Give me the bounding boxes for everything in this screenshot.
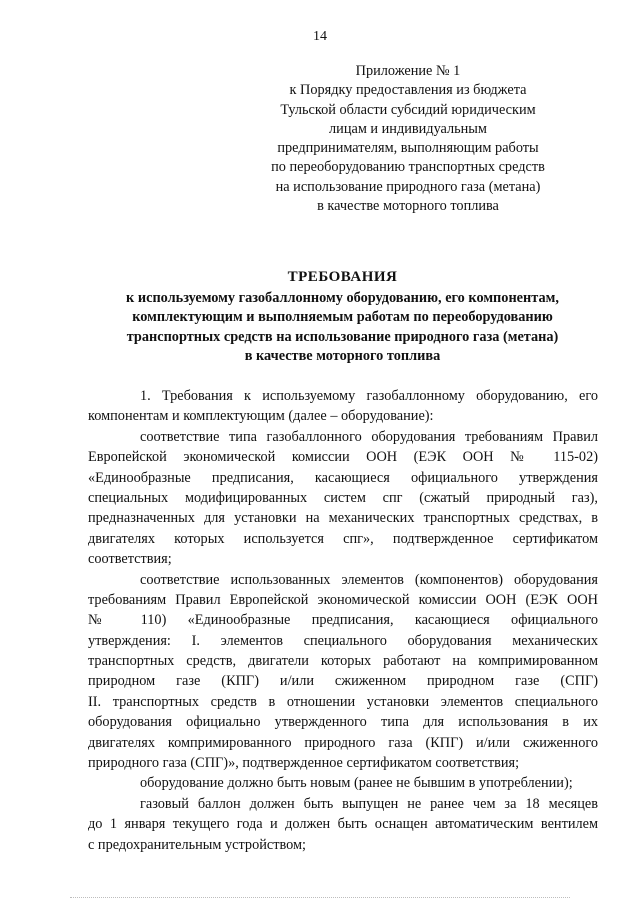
body-line: специальных модифицированных систем спг (сжатый природный газ), bbox=[88, 489, 598, 506]
heading-line: в качестве моторного топлива bbox=[244, 348, 441, 364]
appendix-line: к Порядку предоставления из бюджета bbox=[289, 82, 527, 99]
body-text bbox=[88, 386, 598, 855]
body-line: двигателях компримированного природного газа (КПГ) и/или сжиженного bbox=[88, 734, 598, 751]
body-line: двигателях которых используется спг», подтвержденное сертификатом bbox=[88, 530, 598, 547]
body-line: транспортных средств, двигатели которых работают на компримированном bbox=[88, 653, 598, 670]
body-line: компонентам и комплектующим (далее – оборудование): bbox=[88, 408, 434, 425]
body-line: природного газа (СПГ)», подтвержденное сертификатом соответствия; bbox=[88, 755, 520, 772]
body-line: 1. Требования к используемому газобаллонному оборудованию, его bbox=[140, 388, 598, 404]
body-line: газовый баллон должен быть выпущен не ранее чем за 18 месяцев bbox=[140, 795, 598, 812]
body-line: соответствие использованных элементов (компонентов) оборудования bbox=[140, 571, 598, 588]
body-line: оборудования официально утвержденного типа для использования в их bbox=[88, 714, 598, 731]
body-line: II. транспортных средств в отношении установки элементов специального bbox=[88, 693, 598, 710]
document-heading bbox=[80, 268, 605, 367]
body-line: предназначенных для установки на механических транспортных средствах, в bbox=[88, 510, 598, 527]
appendix-line: Тульской области субсидий юридическим bbox=[280, 101, 536, 118]
page-number: 14 bbox=[313, 29, 327, 44]
appendix-block bbox=[268, 62, 548, 216]
body-line: соответствия; bbox=[88, 551, 172, 568]
body-line: № 110) «Единообразные предписания, касающиеся официального bbox=[88, 612, 598, 629]
heading-line: транспортных средств на использование природного газа (метана) bbox=[126, 328, 559, 345]
body-line: Европейской экономической комиссии ООН (ЕЭК ООН № 115-02) bbox=[88, 449, 598, 466]
scan-edge-divider bbox=[70, 893, 570, 898]
heading-title: ТРЕБОВАНИЯ bbox=[287, 269, 398, 285]
appendix-line: предпринимателям, выполняющим работы bbox=[277, 140, 539, 157]
appendix-line: на использование природного газа (метана) bbox=[275, 178, 541, 195]
appendix-line: Приложение № 1 bbox=[355, 63, 461, 79]
body-line: требованиям Правил Европейской экономической комиссии ООН (ЕЭК ООН bbox=[88, 591, 598, 608]
heading-line: к используемому газобаллонному оборудованию, его компонентам, bbox=[126, 289, 559, 306]
appendix-line: лицам и индивидуальным bbox=[329, 120, 487, 137]
body-line: природном газе (КПГ) и/или сжиженном природном газе (СПГ) bbox=[88, 673, 598, 690]
body-line: до 1 января текущего года и должен быть оснащен автоматическим вентилем bbox=[88, 816, 598, 833]
body-line: оборудование должно быть новым (ранее не бывшим в употреблении); bbox=[140, 775, 573, 792]
body-line: утверждения: I. элементов специального оборудования механических bbox=[88, 632, 598, 649]
body-line: с предохранительным устройством; bbox=[88, 836, 307, 853]
body-line: соответствие типа газобаллонного оборудования требованиям Правил bbox=[140, 428, 598, 445]
heading-line: комплектующим и выполняемым работам по переоборудованию bbox=[132, 309, 553, 325]
appendix-line: в качестве моторного топлива bbox=[317, 198, 499, 215]
body-line: «Единообразные предписания, касающиеся официального утверждения bbox=[88, 469, 598, 486]
appendix-line: по переоборудованию транспортных средств bbox=[271, 159, 545, 176]
